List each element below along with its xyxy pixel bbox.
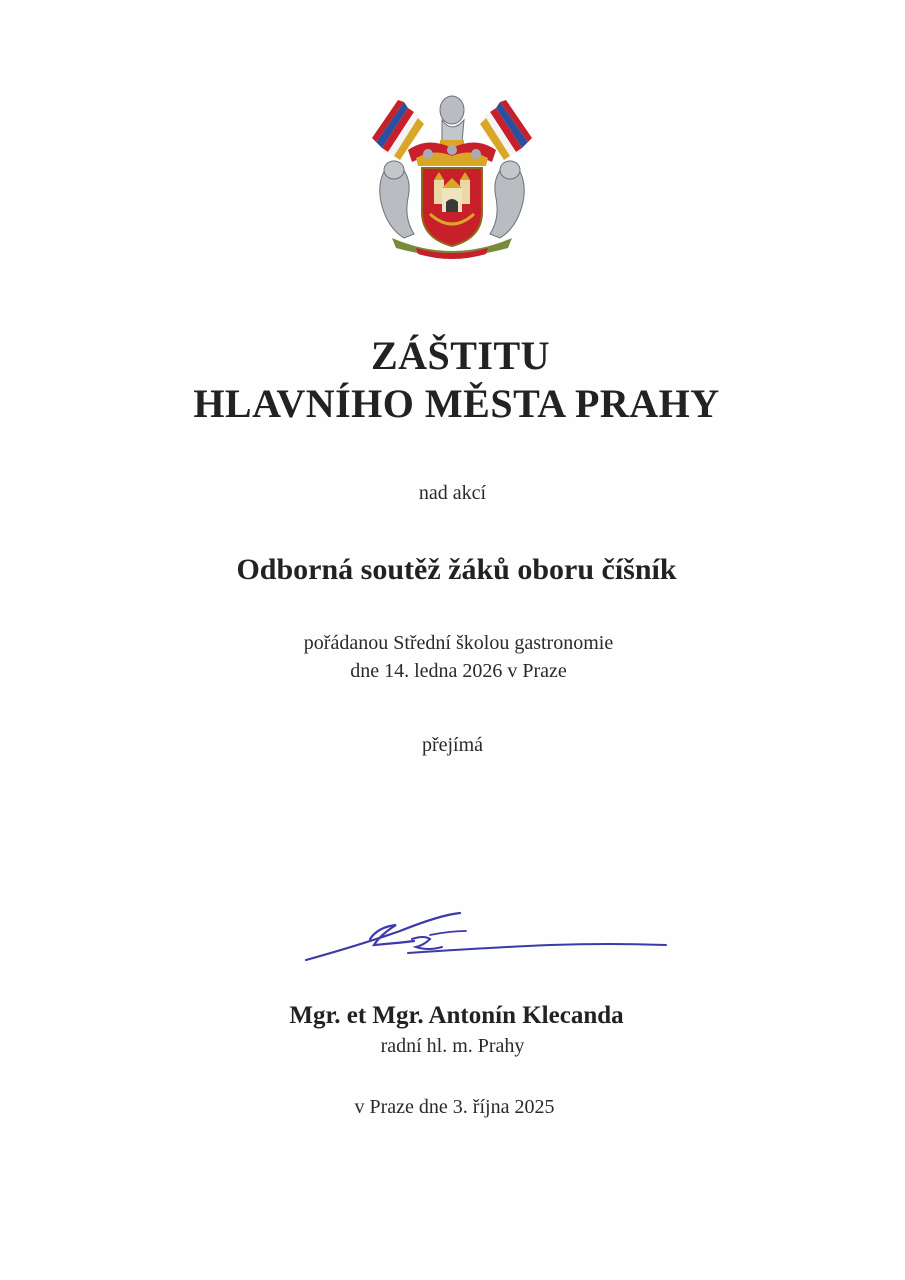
handwritten-signature — [300, 905, 670, 975]
place-date: v Praze dne 3. října 2025 — [354, 1096, 555, 1118]
crest-lion — [440, 96, 464, 148]
event-name: Odborná soutěž žáků oboru číšník — [236, 553, 677, 586]
signatory-role: radní hl. m. Prahy — [380, 1035, 525, 1057]
prague-coat-of-arms-icon — [368, 88, 536, 260]
title-line-1: ZÁŠTITU — [370, 333, 551, 378]
verb-text: přejímá — [421, 734, 484, 756]
signatory-name: Mgr. et Mgr. Antonín Klecanda — [289, 1002, 624, 1029]
mantling — [408, 142, 496, 166]
intro-text: nad akcí — [418, 482, 487, 504]
title-line-2: HLAVNÍHO MĚSTA PRAHY — [193, 381, 720, 426]
shield — [422, 168, 482, 246]
organizer-line-1: pořádanou Střední školou gastronomie — [303, 632, 614, 654]
organizer-line-2: dne 14. ledna 2026 v Praze — [350, 660, 567, 682]
